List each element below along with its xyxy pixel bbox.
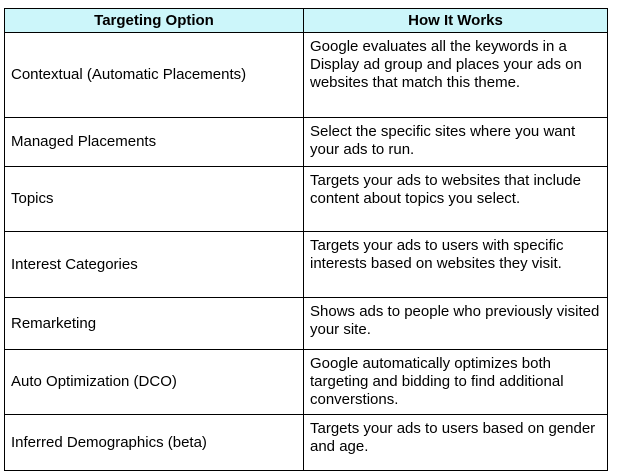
how-it-works-cell: Targets your ads to users based on gender and age. <box>304 415 608 471</box>
header-how-it-works: How It Works <box>304 9 608 33</box>
header-targeting-option: Targeting Option <box>5 9 304 33</box>
table-row <box>5 232 608 298</box>
targeting-options-table-container <box>4 8 608 471</box>
table-row <box>5 167 608 232</box>
targeting-option-cell: Contextual (Automatic Placements) <box>5 33 304 118</box>
targeting-option-cell: Inferred Demographics (beta) <box>5 415 304 471</box>
how-it-works-cell: Select the specific sites where you want your ads to run. <box>304 118 608 167</box>
table-row <box>5 298 608 350</box>
targeting-option-cell: Auto Optimization (DCO) <box>5 350 304 415</box>
table-row <box>5 415 608 471</box>
how-it-works-cell: Google evaluates all the keywords in a Display ad group and places your ads on websites that match this theme. <box>304 33 608 118</box>
targeting-option-cell: Interest Categories <box>5 232 304 298</box>
targeting-options-table <box>4 8 608 471</box>
targeting-option-cell: Topics <box>5 167 304 232</box>
how-it-works-cell: Targets your ads to websites that include content about topics you select. <box>304 167 608 232</box>
table-row <box>5 350 608 415</box>
table-row <box>5 33 608 118</box>
targeting-option-cell: Remarketing <box>5 298 304 350</box>
targeting-option-cell: Managed Placements <box>5 118 304 167</box>
how-it-works-cell: Google automatically optimizes both targeting and bidding to find additional converstions. <box>304 350 608 415</box>
table-row <box>5 118 608 167</box>
how-it-works-cell: Targets your ads to users with specific interests based on websites they visit. <box>304 232 608 298</box>
how-it-works-cell: Shows ads to people who previously visited your site. <box>304 298 608 350</box>
table-header-row <box>5 9 608 33</box>
